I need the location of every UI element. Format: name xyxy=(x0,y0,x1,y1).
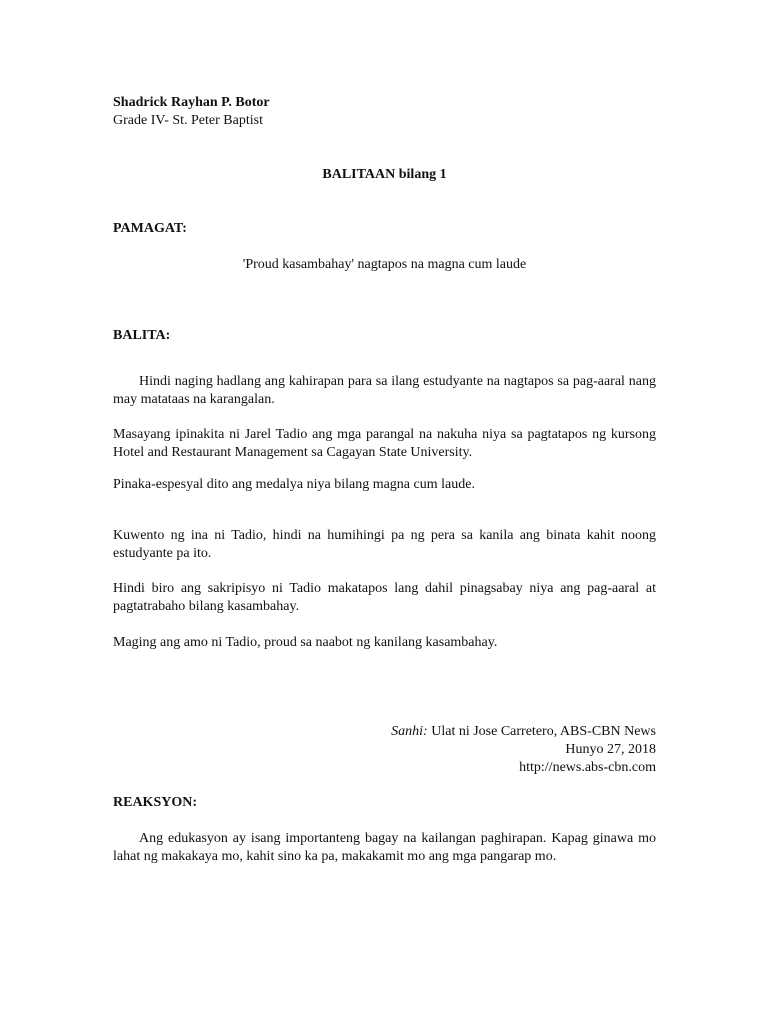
balita-label: BALITA: xyxy=(113,328,171,343)
source-date: Hunyo 27, 2018 xyxy=(565,742,656,757)
reaksyon-text: Ang edukasyon ay isang importanteng bagay na kailangan paghirapan. Kapag ginawa mo lahat ng makakaya mo, kahit sino ka pa, makakamit mo ang mga pangarap mo. xyxy=(113,831,656,864)
source-url: http://news.abs-cbn.com xyxy=(519,760,656,775)
source-report: Ulat ni Jose Carretero, ABS-CBN News xyxy=(431,724,656,739)
source-line xyxy=(113,723,656,741)
source-label: Sanhi: xyxy=(391,724,428,739)
author-grade-section: Grade IV- St. Peter Baptist xyxy=(113,113,263,128)
document-heading: BALITAAN bilang 1 xyxy=(322,167,447,182)
news-paragraph-1: Hindi naging hadlang ang kahirapan para sa ilang estudyante na nagtapos sa pag-aaral nang may matataas na karangalan. xyxy=(113,374,656,407)
reaksyon-label: REAKSYON: xyxy=(113,795,198,810)
news-paragraph-5: Hindi biro ang sakripisyo ni Tadio makatapos lang dahil pinagsabay niya ang pag-aaral at pagtatrabaho bilang kasambahay. xyxy=(113,581,656,614)
news-paragraph-6: Maging ang amo ni Tadio, proud sa naabot ng kanilang kasambahay. xyxy=(113,635,498,650)
news-paragraph-4: Kuwento ng ina ni Tadio, hindi na humihingi pa ng pera sa kanila ang binata kahit noong estudyante pa ito. xyxy=(113,528,656,561)
news-paragraph-3: Pinaka-espesyal dito ang medalya niya bilang magna cum laude. xyxy=(113,477,475,492)
pamagat-label: PAMAGAT: xyxy=(113,221,187,236)
author-name: Shadrick Rayhan P. Botor xyxy=(113,95,270,110)
news-title: 'Proud kasambahay' nagtapos na magna cum laude xyxy=(242,257,527,272)
news-paragraph-2: Masayang ipinakita ni Jarel Tadio ang mga parangal na nakuha niya sa pagtatapos ng kursong Hotel and Restaurant Management sa Cagayan State University. xyxy=(113,427,656,460)
